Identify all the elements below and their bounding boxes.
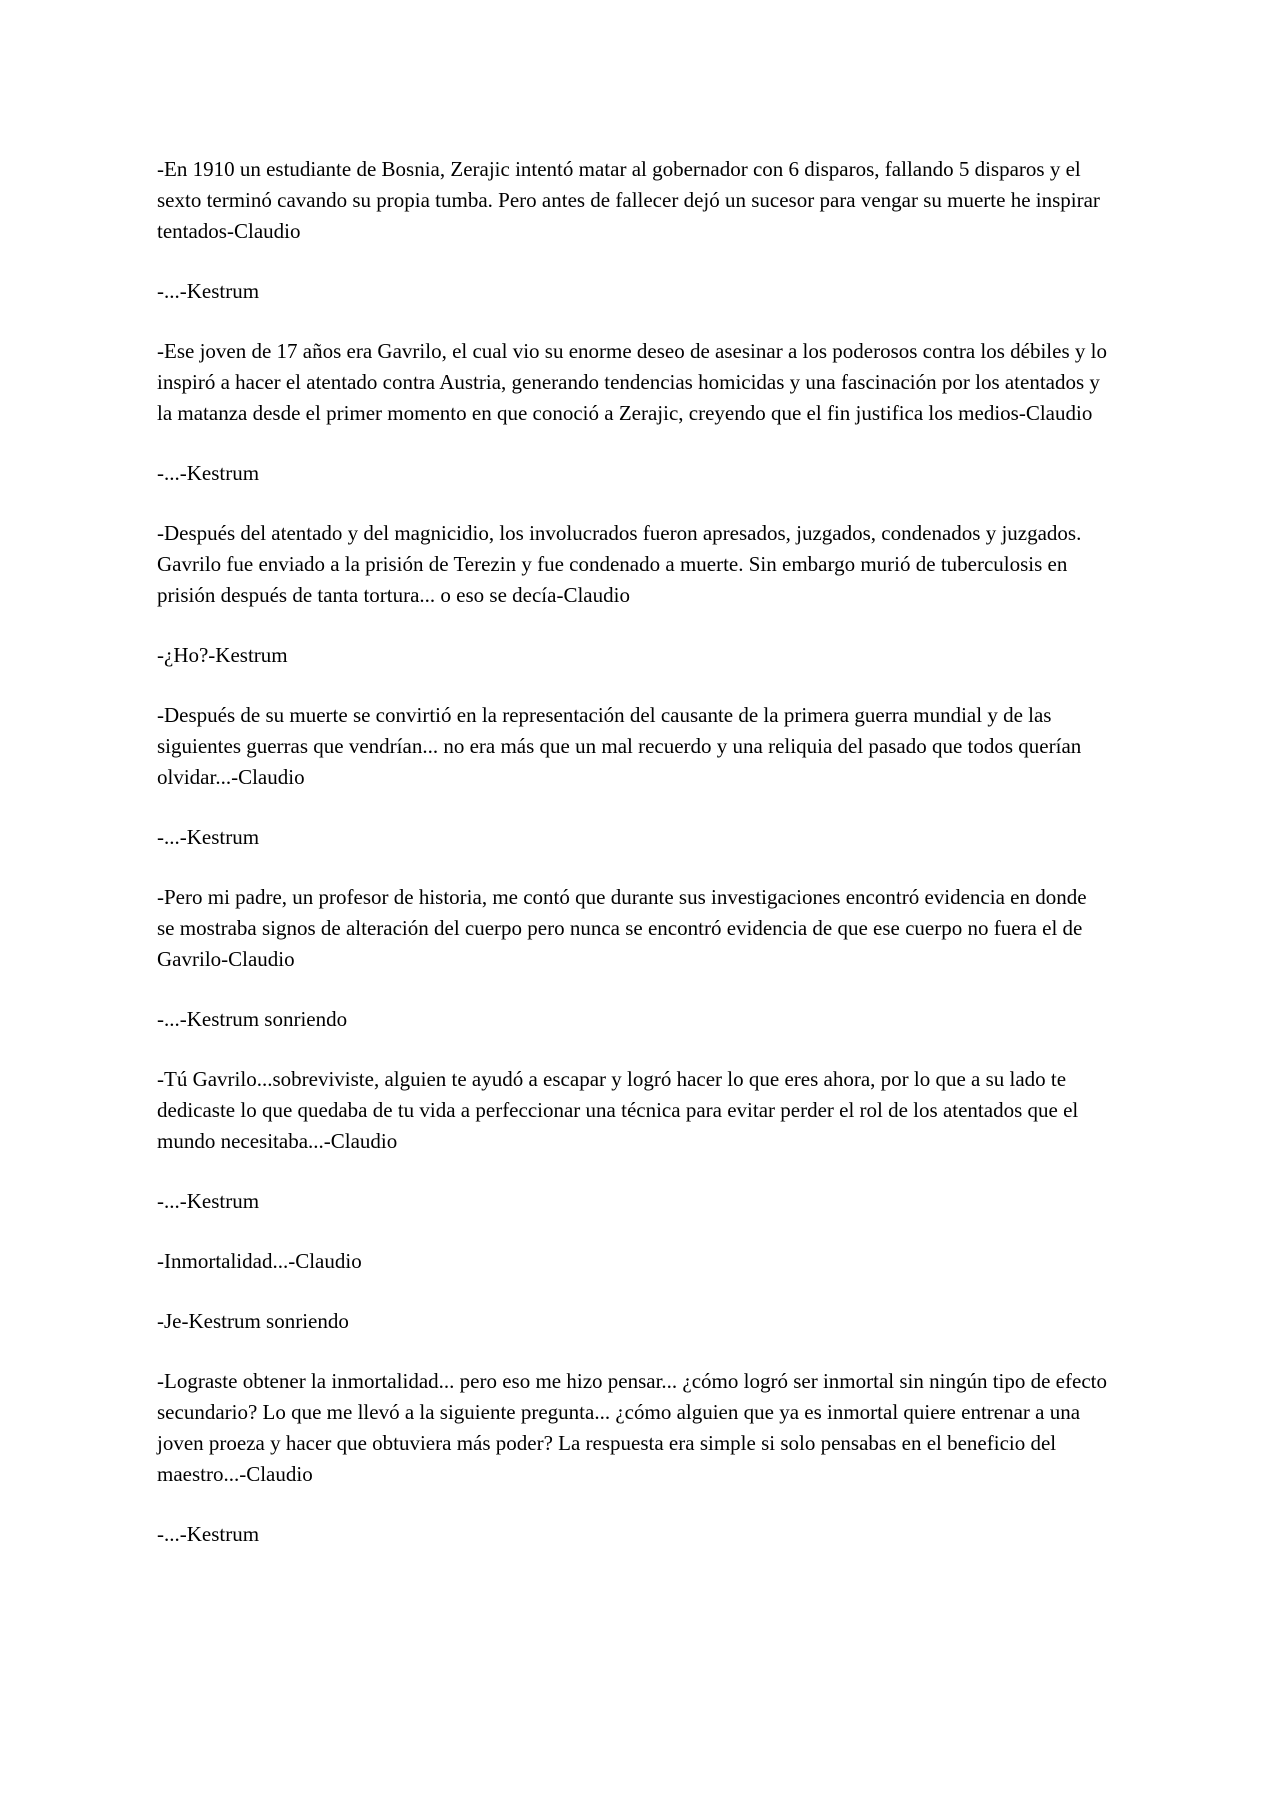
dialogue-paragraph: -...-Kestrum	[157, 1189, 260, 1213]
dialogue-paragraph: -Je-Kestrum sonriendo	[157, 1309, 349, 1333]
dialogue-paragraph: -En 1910 un estudiante de Bosnia, Zerajic intentó matar al gobernador con 6 disparos, fallando 5 disparos y el sexto terminó cavando su propia tumba. Pero antes de fallecer dejó un sucesor para vengar su muerte he inspirar tentados-Claudio	[157, 157, 1100, 243]
dialogue-paragraph: -...-Kestrum	[157, 279, 260, 303]
dialogue-paragraph: -Pero mi padre, un profesor de historia, me contó que durante sus investigaciones encontró evidencia en donde se mostraba signos de alteración del cuerpo pero nunca se encontró evidencia de que ese cuerpo no fuera el de Gavrilo-Claudio	[157, 885, 1087, 971]
dialogue-paragraph: -Lograste obtener la inmortalidad... pero eso me hizo pensar... ¿cómo logró ser inmortal sin ningún tipo de efecto secundario? Lo que me llevó a la siguiente pregunta... ¿cómo alguien que ya es inmortal quiere entrenar a una joven proeza y hacer que obtuviera más poder? La respuesta era simple si solo pensabas en el beneficio del maestro...-Claudio	[157, 1369, 1107, 1486]
dialogue-paragraph: -¿Ho?-Kestrum	[157, 643, 288, 667]
dialogue-paragraph: -...-Kestrum sonriendo	[157, 1007, 348, 1031]
dialogue-paragraph: -Tú Gavrilo...sobreviviste, alguien te ayudó a escapar y logró hacer lo que eres ahora, por lo que a su lado te dedicaste lo que quedaba de tu vida a perfeccionar una técnica para evitar perder el rol de los atentados que el mundo necesitaba...-Claudio	[157, 1067, 1079, 1153]
dialogue-paragraph: -Inmortalidad...-Claudio	[157, 1249, 362, 1273]
dialogue-paragraph: -Después de su muerte se convirtió en la representación del causante de la primera guerra mundial y de las siguientes guerras que vendrían... no era más que un mal recuerdo y una reliquia del pasado que todos querían olvidar...-Claudio	[157, 703, 1082, 789]
dialogue-paragraph: -...-Kestrum	[157, 1522, 260, 1546]
dialogue-paragraph: -Después del atentado y del magnicidio, los involucrados fueron apresados, juzgados, condenados y juzgados. Gavrilo fue enviado a la prisión de Terezin y fue condenado a muerte. Sin embargo murió de tuberculosis en prisión después de tanta tortura... o eso se decía-Claudio	[157, 521, 1082, 607]
dialogue-paragraph: -...-Kestrum	[157, 461, 260, 485]
dialogue-paragraph: -Ese joven de 17 años era Gavrilo, el cual vio su enorme deseo de asesinar a los poderosos contra los débiles y lo inspiró a hacer el atentado contra Austria, generando tendencias homicidas y una fascinación por los atentados y la matanza desde el primer momento en que conoció a Zerajic, creyendo que el fin justifica los medios-Claudio	[157, 339, 1107, 425]
dialogue-paragraph: -...-Kestrum	[157, 825, 260, 849]
